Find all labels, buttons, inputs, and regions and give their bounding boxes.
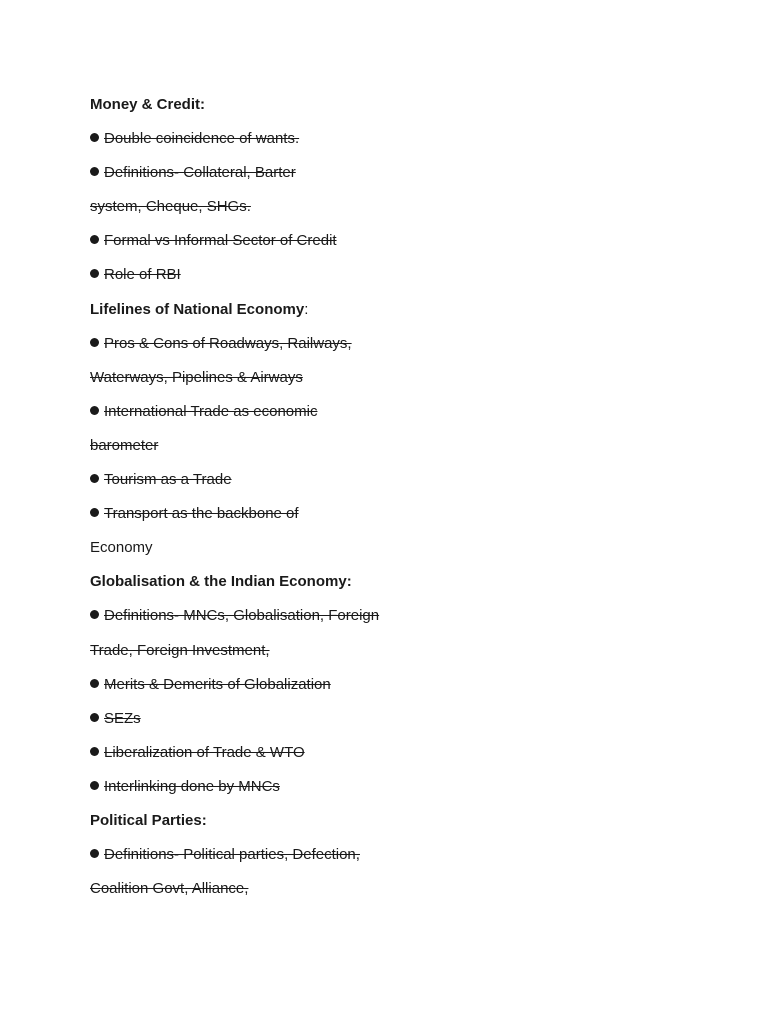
bullet-icon — [90, 167, 99, 176]
bullet-icon — [90, 781, 99, 790]
list-item: Liberalization of Trade & WTO — [90, 739, 710, 773]
list-item: Tourism as a Trade — [90, 466, 710, 500]
list-item: Role of RBI — [90, 261, 710, 295]
list-item-continuation: Economy — [90, 539, 153, 557]
bullet-icon — [90, 133, 99, 142]
section-heading-lifelines: Lifelines of National Economy: — [90, 300, 309, 318]
bullet-icon — [90, 610, 99, 619]
section-heading-money-credit: Money & Credit: — [90, 96, 206, 113]
bullet-icon — [90, 679, 99, 688]
section-heading-globalisation: Globalisation & the Indian Economy: — [90, 573, 352, 591]
section-heading-political-parties: Political Parties: — [90, 811, 207, 829]
list-item: Double coincidence of wants. — [90, 125, 710, 159]
list-item: SEZs — [90, 705, 710, 739]
list-item: Pros & Cons of Roadways, Railways, — [90, 330, 710, 364]
list-item: Definitions- Political parties, Defection, — [90, 841, 710, 875]
bullet-icon — [90, 474, 99, 483]
bullet-icon — [90, 849, 99, 858]
bullet-icon — [90, 747, 99, 756]
bullet-icon — [90, 338, 99, 347]
list-item: Definitions- Collateral, Barter — [90, 159, 710, 193]
bullet-icon — [90, 508, 99, 517]
list-item: Interlinking done by MNCs — [90, 773, 710, 807]
list-item-continuation: Coalition Govt, Alliance, — [90, 880, 249, 898]
bullet-icon — [90, 713, 99, 722]
list-item: Formal vs Informal Sector of Credit — [90, 227, 710, 261]
list-item-continuation: barometer — [90, 436, 159, 454]
list-item: Merits & Demerits of Globalization — [90, 671, 710, 705]
list-item-continuation: Waterways, Pipelines & Airways — [90, 368, 303, 386]
list-item: Definitions- MNCs, Globalisation, Foreign — [90, 602, 710, 636]
document-page — [90, 91, 710, 909]
list-item-continuation: Trade, Foreign Investment, — [90, 641, 270, 659]
list-item: Transport as the backbone of — [90, 500, 710, 534]
bullet-icon — [90, 235, 99, 244]
bullet-icon — [90, 406, 99, 415]
list-item: International Trade as economic — [90, 398, 710, 432]
bullet-icon — [90, 269, 99, 278]
list-item-continuation: system, Cheque, SHGs. — [90, 198, 251, 216]
